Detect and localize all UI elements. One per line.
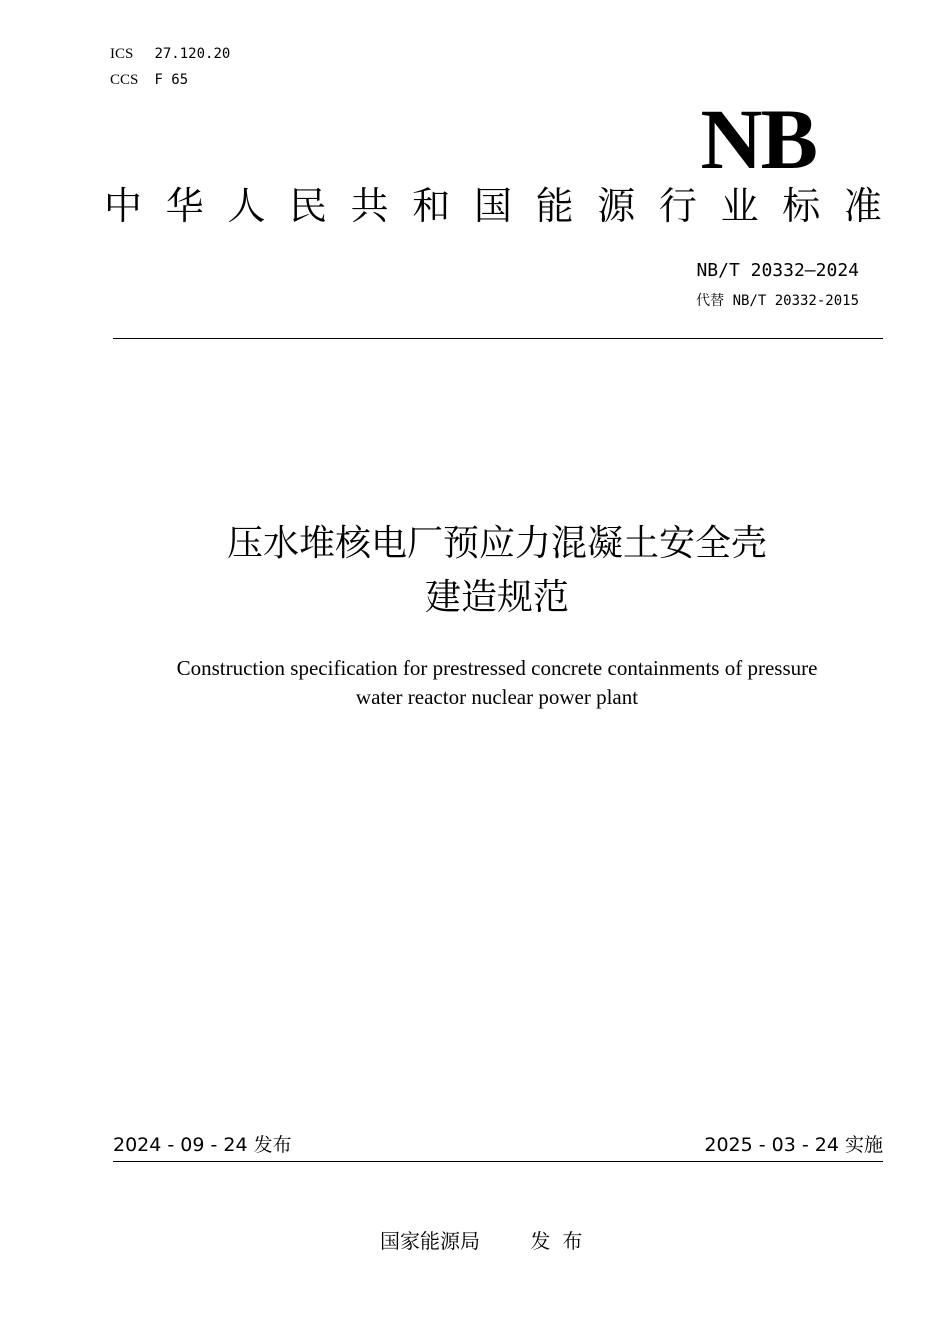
category-char: 行 (658, 184, 697, 228)
publisher-name: 国家能源局 (380, 1229, 480, 1253)
publisher-action: 发布 (530, 1229, 595, 1253)
nb-logo: NB (700, 91, 816, 187)
implementation-date: 2025 - 03 - 24 实施 (704, 1134, 883, 1156)
category-char: 人 (227, 184, 266, 228)
ccs-row (110, 71, 188, 89)
ics-row (110, 45, 230, 63)
title-en-line2: water reactor nuclear power plant (355, 685, 639, 709)
ics-value: 27.120.20 (154, 46, 231, 62)
standard-number: NB/T 20332—2024 (696, 260, 859, 281)
category-char: 和 (412, 184, 451, 228)
header-divider (113, 338, 883, 339)
category-char: 准 (843, 184, 882, 228)
standard-category-title (104, 183, 882, 229)
category-char: 共 (350, 184, 389, 228)
category-char: 业 (720, 184, 759, 228)
ics-label: ICS (110, 46, 134, 62)
category-char: 源 (597, 184, 636, 228)
title-zh-line1: 压水堆核电厂预应力混凝土安全壳 (226, 523, 767, 564)
category-char: 国 (473, 184, 512, 228)
replaces-note: 代替 NB/T 20332-2015 (696, 293, 859, 309)
category-char: 能 (535, 184, 574, 228)
category-char: 华 (165, 184, 204, 228)
ccs-label: CCS (110, 72, 139, 88)
ccs-value: F 65 (154, 72, 189, 88)
publisher (380, 1228, 594, 1254)
issue-date: 2024 - 09 - 24 发布 (113, 1134, 292, 1156)
title-en-line1: Construction specification for prestressed concrete containments of pressure (176, 656, 818, 680)
footer-divider (113, 1161, 883, 1162)
category-char: 标 (782, 184, 821, 228)
category-char: 民 (288, 184, 327, 228)
title-zh-line2: 建造规范 (424, 577, 569, 618)
category-char: 中 (104, 184, 143, 228)
